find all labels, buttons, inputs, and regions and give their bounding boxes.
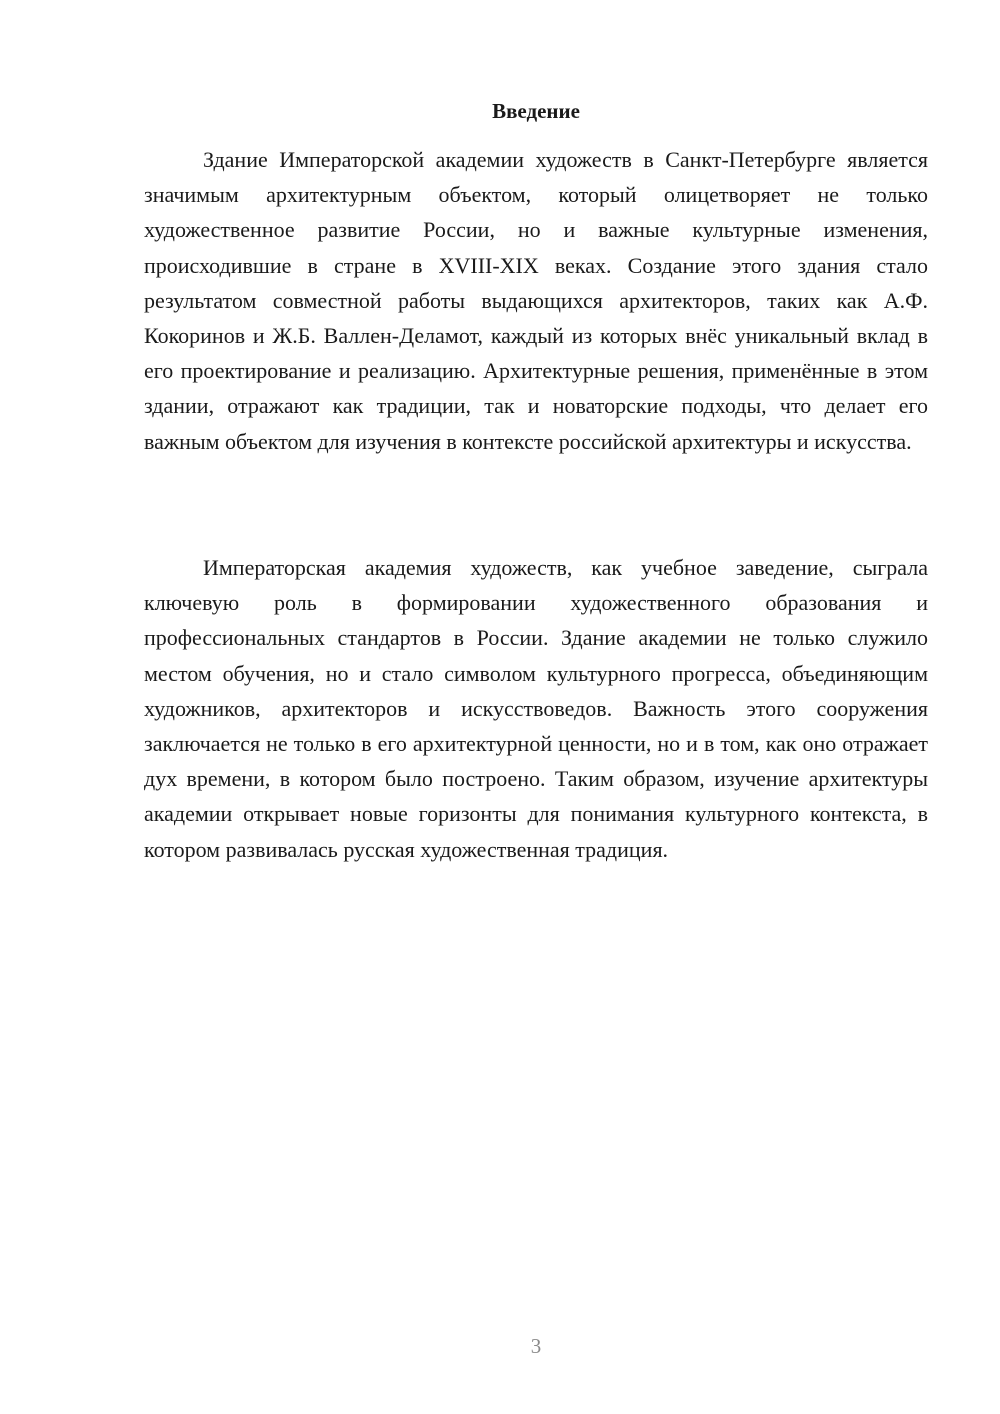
page-number: 3 [530, 1334, 542, 1358]
section-heading: Введение [492, 99, 580, 123]
paragraph-academy-role: Императорская академия художеств, как учебное заведение, сыграла ключевую роль в формировании художественного образования и профессиональных стандартов в России. Здание академии не только служило местом обучения, но и стало символом культурного прогресса, объединяющим художников, архитекторов и искусствоведов. Важность этого сооружения заключается не только в его архитектурной ценности, но и в том, как оно отражает дух времени, в котором было построено. Таким образом, изучение архитектуры академии открывает новые горизонты для понимания культурного контекста, в котором развивалась русская художественная традиция. [144, 555, 928, 862]
paragraph-intro: Здание Императорской академии художеств в Санкт-Петербурге является значимым архитектурным объектом, который олицетворяет не только художественное развитие России, но и важные культурные изменения, происходившие в стране в XVIII-XIX веках. Создание этого здания стало результатом совместной работы выдающихся архитекторов, таких как А.Ф. Кокоринов и Ж.Б. Валлен-Деламот, каждый из которых внёс уникальный вклад в его проектирование и реализацию. Архитектурные решения, применённые в этом здании, отражают как традиции, так и новаторские подходы, что делает его важным объектом для изучения в контексте российской архитектуры и искусства. [144, 147, 928, 454]
